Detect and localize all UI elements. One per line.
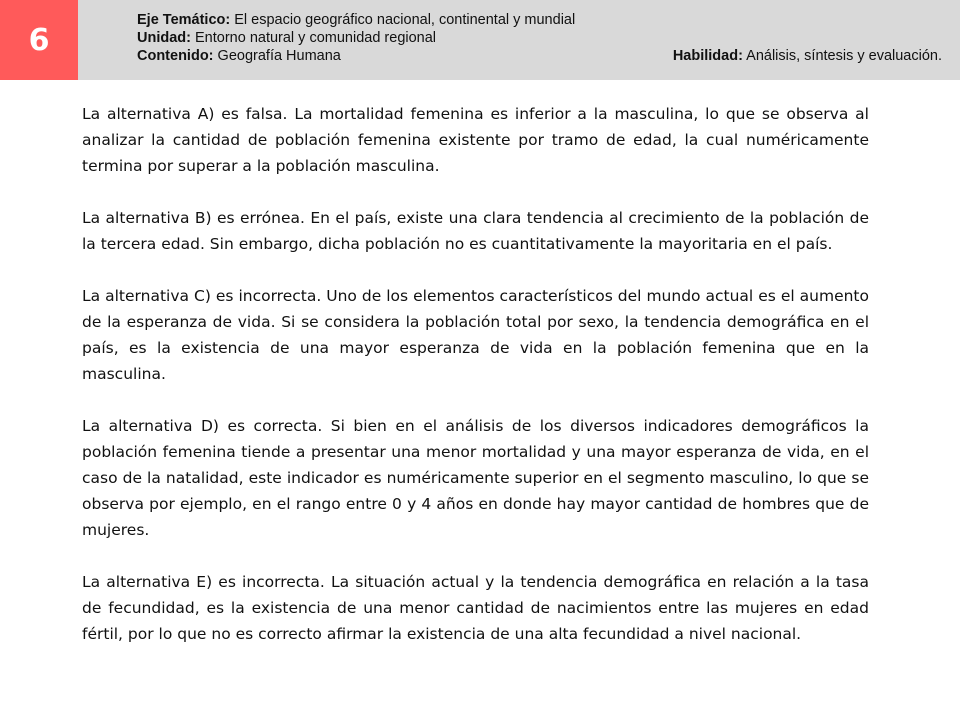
- habilidad-value: Análisis, síntesis y evaluación.: [746, 48, 942, 64]
- habilidad-label: Habilidad:: [672, 48, 743, 64]
- paragraph-alternativa-a: La alternativa A) es falsa. La mortalidad femenina es inferior a la masculina, lo que se observa al analizar la cantidad de población femenina existente por tramo de edad, la cual numéricamente termina por superar a la población masculina.: [82, 105, 869, 175]
- paragraph-alternativa-e: La alternativa E) es incorrecta. La situación actual y la tendencia demográfica en relación a la tasa de fecundidad, es la existencia de una menor cantidad de nacimientos entre las mujeres en edad fértil, por lo que no es correcto afirmar la existencia de una alta fecundidad a nivel nacional.: [82, 573, 869, 643]
- answer-explanation: [82, 101, 869, 673]
- habilidad-row: [673, 47, 942, 65]
- unidad-value: Entorno natural y comunidad regional: [195, 30, 437, 46]
- contenido-row: [137, 47, 575, 65]
- contenido-value: Geografía Humana: [217, 48, 341, 64]
- paragraph-alternativa-c: La alternativa C) es incorrecta. Uno de los elementos característicos del mundo actual es el aumento de la esperanza de vida. Si se considera la población total por sexo, la tendencia demográfica en el país, es la existencia de una mayor esperanza de vida en la población femenina que en la masculina.: [82, 287, 869, 383]
- eje-label: Eje Temático:: [137, 12, 231, 28]
- unidad-label: Unidad:: [137, 30, 191, 46]
- topic-metadata: [137, 11, 575, 65]
- unidad-row: [137, 29, 575, 47]
- question-number: 6: [28, 22, 50, 58]
- eje-value: El espacio geográfico nacional, continental y mundial: [234, 12, 576, 28]
- question-number-badge: [0, 0, 78, 80]
- eje-row: [137, 11, 575, 29]
- paragraph-alternativa-d: La alternativa D) es correcta. Si bien en el análisis de los diversos indicadores demográficos la población femenina tiende a presentar una menor mortalidad y una mayor esperanza de vida, en el caso de la natalidad, este indicador es numéricamente superior en el segmento masculino, lo que se observa por ejemplo, en el rango entre 0 y 4 años en donde hay mayor cantidad de hombres que de mujeres.: [82, 417, 869, 539]
- contenido-label: Contenido:: [137, 48, 214, 64]
- paragraph-alternativa-b: La alternativa B) es errónea. En el país, existe una clara tendencia al crecimiento de la población de la tercera edad. Sin embargo, dicha población no es cuantitativamente la mayoritaria en el país.: [82, 209, 869, 253]
